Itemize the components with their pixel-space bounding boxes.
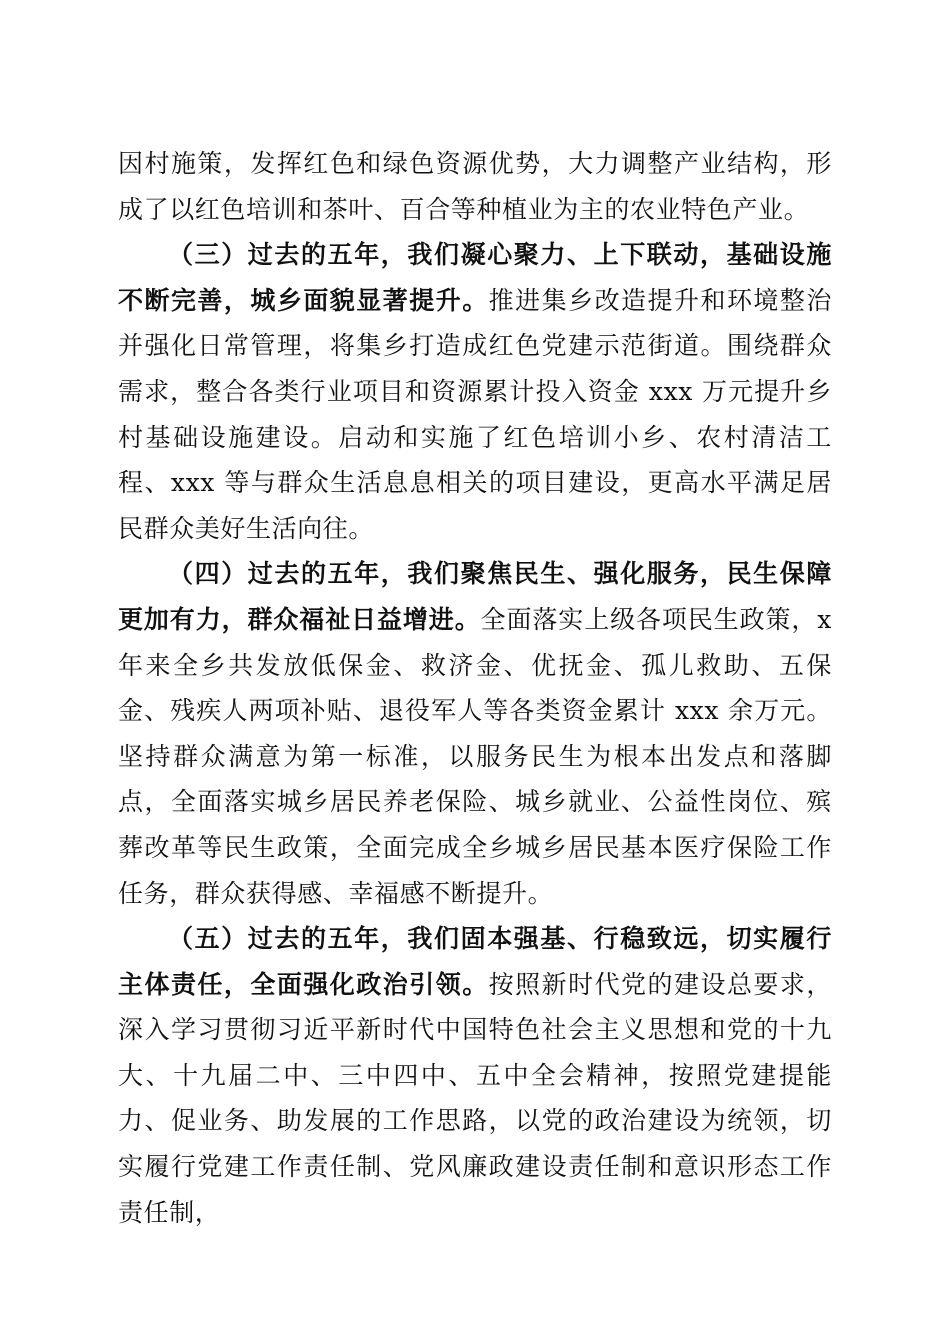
paragraph-body: 推进集乡改造提升和环境整治并强化日常管理，将集乡打造成红色党建示范街道。围绕群众需求，整合各类行业项目和资源累计投入资金 xxx 万元提升乡村基础设施建设。启动和实施了红色培训小乡、农村清洁工程、xxx 等与群众生活息息相关的项目建设，更高水平满足居民群众美好生活向往。 [118, 285, 832, 543]
paragraph-body: 全面落实上级各项民生政策，x 年来全乡共发放低保金、救济金、优抚金、孤儿救助、五保金、残疾人两项补贴、退役军人等各类资金累计 xxx 余万元。坚持群众满意为第一标准，以服务民生为根本出发点和落脚点，全面落实城乡居民养老保险、城乡就业、公益性岗位、殡葬改革等民生政策，全面完成全乡城乡居民基本医疗保险工作任务，群众获得感、幸福感不断提升。 [118, 604, 832, 908]
section-heading: （三）过去的五年，我们凝心聚力、上下联动，基础设施不断完善，城乡面貌显著提升。 [118, 240, 832, 315]
section-heading: （五）过去的五年，我们固本强基、行稳致远，切实履行主体责任，全面强化政治引领。 [118, 924, 832, 999]
paragraph-section-4 [118, 551, 832, 916]
document-page [118, 141, 832, 1235]
paragraph-continuation [118, 141, 832, 232]
paragraph-body: 按照新时代党的建设总要求，深入学习贯彻习近平新时代中国特色社会主义思想和党的十九大、十九届二中、三中四中、五中全会精神，按照党建提能力、促业务、助发展的工作思路，以党的政治建设为统领，切实履行党建工作责任制、党风廉政建设责任制和意识形态工作责任制， [118, 969, 832, 1227]
paragraph-body: 因村施策，发挥红色和绿色资源优势，大力调整产业结构，形成了以红色培训和茶叶、百合等种植业为主的农业特色产业。 [118, 149, 832, 224]
paragraph-section-5 [118, 916, 832, 1235]
paragraph-section-3 [118, 232, 832, 551]
section-heading: （四）过去的五年，我们聚焦民生、强化服务，民生保障更加有力，群众福祉日益增进。 [118, 559, 832, 634]
